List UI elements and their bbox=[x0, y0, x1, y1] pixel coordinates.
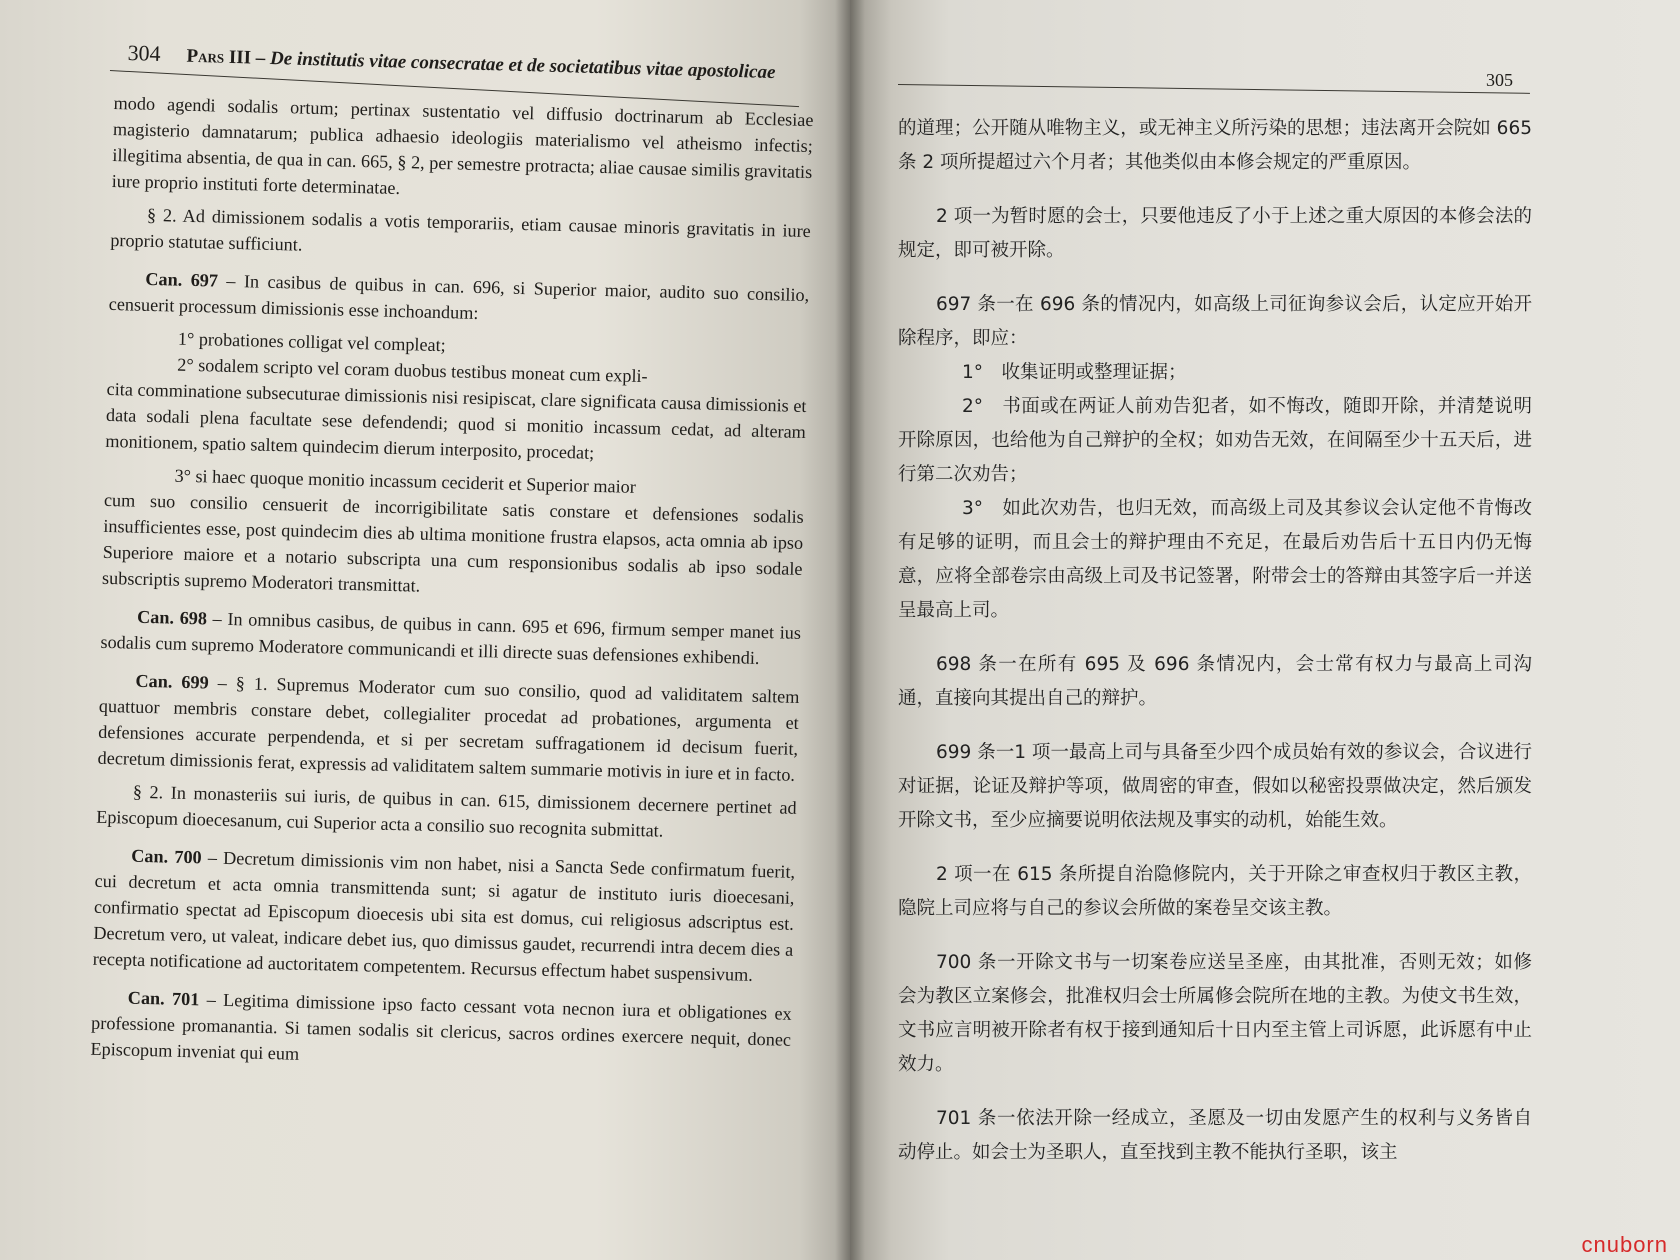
can698-label: Can. 698 bbox=[136, 606, 208, 629]
left-running-head bbox=[127, 40, 817, 85]
latin-can698-paragraph bbox=[100, 603, 801, 672]
chinese-can700-paragraph: 700 条一开除文书与一切案卷应送呈圣座，由其批准，否则无效；如修会为教区立案修会，批准权归会士所属修会院所在地的主教。为使文书生效，文书应言明被开除者有权于接到通知后十日内至主管上司诉愿，此诉愿有中止效力。 bbox=[898, 952, 1532, 1075]
can697-text: – In casibus de quibus in can. 696, si Superior maior, audito suo consilio, censuerit processum dimissionis esse inchoandum: bbox=[108, 270, 810, 323]
can701-label: Can. 701 bbox=[127, 987, 200, 1010]
latin-intro-paragraph: modo agendi sodalis ortum; pertinax sustentatio vel diffusio doctrinarum ab Ecclesiae magisterio damnatarum; publica adhaesio ideologiis materialismo vel atheismo infectis; illegitima absentia, de qua in can. 665, § 2, per semestre protracta; aliae causae similis gravitatis iure proprio instituti forte determinatae. bbox=[111, 92, 814, 199]
chinese-can697-item-1: 1° 收集证明或整理证据； bbox=[962, 362, 1187, 383]
chinese-can701-paragraph: 701 条一依法开除一经成立，圣愿及一切由发愿产生的权利与义务皆自动停止。如会士为圣职人，直至找到主教不能执行圣职，该主 bbox=[898, 1108, 1532, 1163]
chinese-intro-paragraph: 的道理；公开随从唯物主义，或无神主义所污染的思想；违法离开会院如 665 条 2 项所提超过六个月者；其他类似由本修会规定的严重原因。 bbox=[898, 118, 1532, 173]
running-head-pars: Pars III bbox=[186, 45, 252, 69]
left-page-number: 304 bbox=[127, 40, 161, 66]
latin-can700-paragraph bbox=[92, 842, 795, 989]
chinese-can696-par2: 2 项一为暂时愿的会士，只要他违反了小于上述之重大原因的本修会法的规定，即可被开除。 bbox=[898, 206, 1532, 261]
chinese-can697-item-2: 2° 书面或在两证人前劝告犯者，如不悔改，随即开除，并清楚说明开除原因，也给他为自己辩护的全权；如劝告无效，在间隔至少十五天后，进行第二次劝告； bbox=[898, 396, 1532, 485]
can697-label: Can. 697 bbox=[145, 268, 219, 291]
can699-text: – § 1. Supremus Moderator cum suo consilio, quod ad validitatem saltem quattuor membris constare debet, collegialiter procedat ad probationes, argumenta et defensiones accurate perpendenda, et si per secretam suffragationem id decisum fuerit, decretum dimissionis ferat, expressis ad validitatem saltem summarie motivis in iure et in facto. bbox=[97, 672, 800, 785]
book-spine-shadow bbox=[835, 0, 865, 1260]
can700-text: – Decretum dimissionis vim non habet, nisi a Sancta Sede confirmatum fuerit, cui decretum et acta omnia transmittenda sunt; si agatur de instituto iuris dioecesani, confirmatio spectat ad Episcopum dioecesis ubi sita est domus, cui religiosus adscriptus est. Decretum vero, ut valeat, indicare debet ius, quo dimissus gaudet, recurrendi intra decem dies a recepta notificatione ad auctoritatem competentem. Recursus effectum habet suspensivum. bbox=[92, 847, 796, 985]
can697-item-2-rest: cita comminatione subsecuturae dimissionis nisi resipiscat, clare significata causa dimissionis et data sodali plena facultate sese defendendi; quod si monitio incassum cedat, ad alteram monitionem, spatio saltem quindecim dierum interposito, procedat; bbox=[105, 378, 807, 463]
can697-item-3-start: 3° si haec quoque monitio incassum ceciderit et Superior maior bbox=[174, 465, 637, 497]
chinese-can699-paragraph: 699 条一1 项一最高上司与具备至少四个成员始有效的参议会，合议进行对证据，论证及辩护等项，做周密的审查，假如以秘密投票做决定，然后颁发开除文书，至少应摘要说明依法规及事实的动机，始能生效。 bbox=[898, 742, 1532, 831]
can700-label: Can. 700 bbox=[131, 845, 202, 868]
watermark-text: cnuborn bbox=[1581, 1232, 1668, 1257]
can698-text: – In omnibus casibus, de quibus in cann. 695 et 696, firmum semper manet ius sodalis cum supremo Moderatore communicandi et illi directe suas defensiones exhibendi. bbox=[100, 608, 802, 668]
latin-can699-paragraph bbox=[97, 667, 799, 788]
chinese-can697-item-3: 3° 如此次劝告，也归无效，而高级上司及其参议会认定他不肯悔改有足够的证明，而且会士的辩护理由不充足，在最后劝告后十五日内仍无悔意，应将全部卷宗由高级上司及书记签署，附带会士的答辩由其签字后一并送呈最高上司。 bbox=[898, 498, 1532, 621]
running-head-title: – De institutis vitae consecratae et de societatibus vitae apostolicae bbox=[255, 47, 776, 84]
latin-can696-par2: § 2. Ad dimissionem sodalis a votis temporariis, etiam causae minoris gravitatis in iure proprio statutae sufficiunt. bbox=[110, 204, 812, 255]
latin-can697-paragraph bbox=[108, 265, 809, 334]
running-head-text bbox=[186, 46, 775, 83]
chinese-can697-paragraph: 697 条一在 696 条的情况内，如高级上司征询参议会后，认定应开始开除程序，即应： bbox=[898, 294, 1532, 349]
left-page-body bbox=[90, 90, 814, 1086]
latin-can699-par2: § 2. In monasteriis sui iuris, de quibus in can. 615, dimissionem decernere pertinet ad Episcopum dioecesanum, cui Superior acta a consilio suo recognita submittat. bbox=[95, 781, 797, 841]
can697-item-3-rest: cum suo consilio censuerit de incorrigibilitate satis constare et defensiones sodalis insufficientes esse, post quindecim dies ab ultima monitione frustra elapsos, acta omnia ab ipso Superiore maiore et a notario subscripta una cum responsionibus sodalis ab ipso sodale subscriptis supremo Moderatori transmittat. bbox=[101, 489, 805, 596]
right-page-number: 305 bbox=[1486, 70, 1513, 90]
can697-item-2-start: 2° sodalem scripto vel coram duobus testibus moneat cum expli- bbox=[177, 354, 648, 387]
can699-label: Can. 699 bbox=[135, 670, 209, 693]
can701-text: – Legitima dimissione ipso facto cessant vota necnon iura et obligationes ex professione promanantia. Si tamen sodalis sit clericus, sacros ordines exercere nequit, donec Episcopum inveniat qui eum bbox=[90, 989, 792, 1064]
right-page-body bbox=[898, 112, 1532, 1190]
chinese-can698-paragraph: 698 条一在所有 695 及 696 条情况内，会士常有权力与最高上司沟通，直接向其提出自己的辩护。 bbox=[898, 654, 1532, 709]
latin-can701-paragraph bbox=[90, 984, 792, 1079]
chinese-can699-par2: 2 项一在 615 条所提自治隐修院内，关于开除之审查权归于教区主教，隐院上司应将与自己的参议会所做的案卷呈交该主教。 bbox=[898, 864, 1532, 919]
can697-item-1: 1° probationes colligat vel compleat; bbox=[177, 328, 446, 356]
